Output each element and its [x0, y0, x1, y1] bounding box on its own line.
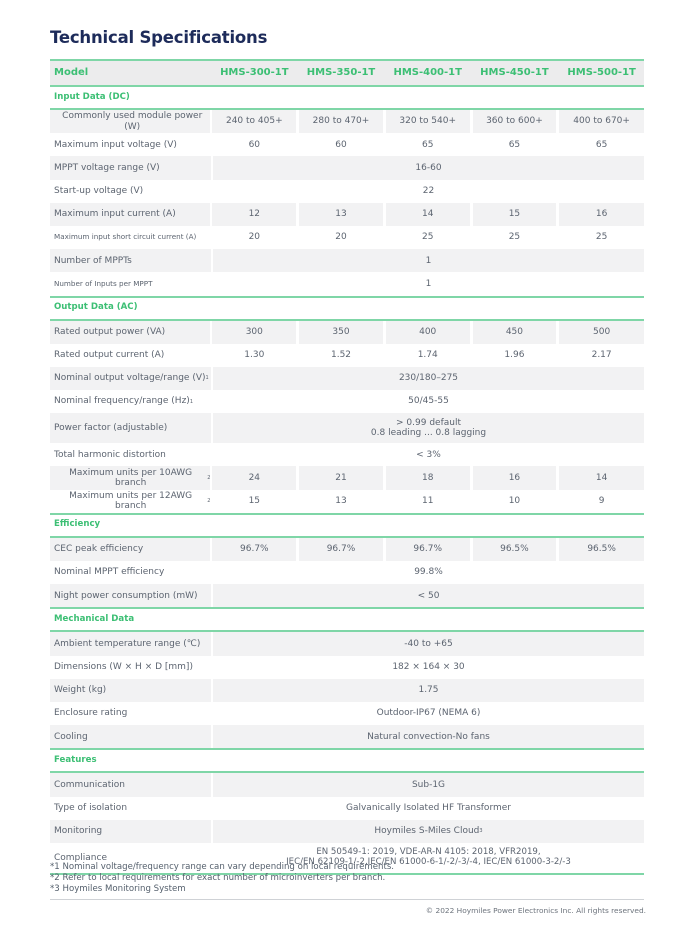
section-output-data — [50, 296, 644, 321]
row-value: -40 to +65 — [213, 632, 644, 655]
section-efficiency — [50, 513, 644, 538]
table-row — [50, 466, 644, 489]
row-value: Galvanically Isolated HF Transformer — [345, 802, 511, 813]
row-value: 14 — [559, 466, 644, 489]
row-value-line: 0.8 leading ... 0.8 lagging — [370, 428, 487, 439]
row-value: 65 — [595, 139, 608, 150]
row-label: Number of Inputs per MPPT — [54, 278, 153, 288]
table-row — [50, 344, 644, 367]
row-label: Number of MPPTs — [50, 249, 211, 272]
row-value: 400 to 670+ — [559, 110, 644, 133]
row-value: 182 × 164 × 30 — [392, 661, 465, 672]
row-value: < 50 — [213, 584, 644, 607]
row-value: Hoymiles S-Miles Cloud 3 — [213, 820, 644, 843]
table-row — [50, 390, 644, 413]
row-value-line: IEC/EN 62109-1/-2,IEC/EN 61000-6-1/-2/-3/-4, IEC/EN 61000-3-2/-3 — [286, 856, 571, 867]
header-model: HMS-350-1T — [306, 67, 376, 79]
row-label: Cooling — [50, 725, 211, 748]
row-label: Type of isolation — [54, 802, 128, 813]
table-row — [50, 656, 644, 679]
row-value: 16 — [559, 203, 644, 226]
row-label: Weight (kg) — [50, 679, 211, 702]
row-value: 1.30 — [244, 350, 265, 361]
row-value-text: Hoymiles S-Miles Cloud — [374, 826, 480, 837]
row-label: Maximum input short circuit current (A) — [54, 232, 197, 242]
section-title: Input Data (DC) — [54, 91, 130, 102]
row-label: Rated output power (VA) — [50, 321, 210, 344]
row-label-text: Nominal output voltage/range (V) — [54, 373, 206, 384]
section-title: Efficiency — [54, 519, 101, 530]
row-value: 15 — [248, 496, 261, 507]
spec-table — [50, 59, 644, 875]
row-label: Nominal MPPT efficiency — [54, 567, 165, 578]
footnotes — [50, 862, 394, 895]
header-model: HMS-500-1T — [567, 67, 636, 79]
row-label: Maximum units per 10AWG branch 2 — [50, 466, 210, 489]
row-value: 13 — [299, 203, 383, 226]
row-label-text: Maximum units per 12AWG branch — [69, 490, 193, 512]
row-label: Monitoring — [50, 820, 211, 843]
footnote: *1 Nominal voltage/frequency range can vary depending on local requirements. — [50, 862, 395, 872]
section-features — [50, 748, 644, 773]
section-title: Output Data (AC) — [54, 302, 138, 313]
row-label: Start-up voltage (V) — [54, 185, 144, 196]
row-value: 10 — [508, 496, 521, 507]
copyright: © 2022 Hoymiles Power Electronics Inc. All rights reserved. — [425, 906, 646, 915]
section-mechanical-data — [50, 607, 644, 632]
header-model: HMS-450-1T — [480, 67, 549, 79]
row-value: 280 to 470+ — [299, 110, 383, 133]
row-label: CEC peak efficiency — [50, 538, 210, 561]
row-value: 11 — [421, 496, 434, 507]
row-value: 96.7% — [299, 538, 383, 561]
row-value: 1 — [213, 249, 644, 272]
row-label: Maximum input current (A) — [50, 203, 210, 226]
table-header — [50, 59, 644, 87]
row-label: Maximum units per 12AWG branch 2 — [50, 490, 210, 513]
row-label: Maximum input voltage (V) — [54, 139, 177, 150]
row-value: Natural convection-No fans — [213, 725, 644, 748]
header-model: HMS-300-1T — [220, 67, 289, 79]
row-label: Compliance — [54, 852, 107, 863]
row-value: 13 — [335, 496, 347, 507]
row-value: 230/180–275 — [213, 367, 644, 390]
row-value: 400 — [386, 321, 470, 344]
row-value: 60 — [335, 139, 347, 150]
row-label: Power factor (adjustable) — [50, 413, 211, 443]
row-value: 18 — [386, 466, 470, 489]
row-value: Outdoor-IP67 (NEMA 6) — [376, 708, 481, 719]
table-row — [50, 679, 644, 702]
table-row — [50, 321, 644, 344]
row-label: Communication — [50, 773, 211, 796]
row-value: 20 — [335, 232, 347, 243]
table-row — [50, 773, 644, 796]
row-value: 9 — [598, 496, 605, 507]
row-label: Total harmonic distortion — [54, 449, 166, 460]
row-value: 300 — [212, 321, 296, 344]
row-value: 96.7% — [212, 538, 296, 561]
table-row — [50, 490, 644, 513]
section-input-data — [50, 87, 644, 110]
row-value: 50/45-55 — [408, 396, 449, 407]
footnote: *3 Hoymiles Monitoring System — [50, 884, 186, 894]
row-value: 20 — [248, 232, 261, 243]
row-value: 65 — [508, 139, 521, 150]
row-value: 25 — [421, 232, 434, 243]
row-value: 320 to 540+ — [386, 110, 470, 133]
row-label: MPPT voltage range (V) — [50, 156, 211, 179]
table-row — [50, 367, 644, 390]
row-value: 96.5% — [559, 538, 644, 561]
row-value: 96.7% — [386, 538, 470, 561]
row-value-line: EN 50549-1: 2019, VDE-AR-N 4105: 2018, VFR2019, — [316, 847, 541, 857]
row-value: 15 — [473, 203, 557, 226]
table-row — [50, 797, 644, 820]
row-value: 350 — [299, 321, 383, 344]
row-value: 500 — [559, 321, 644, 344]
row-value: 240 to 405+ — [212, 110, 296, 133]
row-value: 450 — [473, 321, 557, 344]
footnote: *2 Refer to local requirements for exact number of microinverters per branch. — [50, 873, 386, 883]
row-label: Nominal frequency/range (Hz) 1 — [54, 396, 193, 407]
row-value: 2.17 — [591, 350, 612, 361]
row-value: 1 — [425, 278, 432, 289]
row-value: Sub-1G — [213, 773, 644, 796]
row-value: 16 — [473, 466, 557, 489]
table-row — [50, 110, 644, 133]
row-label: Commonly used module power (W) — [50, 110, 210, 133]
table-row — [50, 561, 644, 584]
table-row — [50, 133, 644, 156]
row-value: 99.8% — [414, 567, 443, 578]
header-model: HMS-400-1T — [393, 67, 462, 79]
row-value: 96.5% — [473, 538, 557, 561]
row-value: 24 — [212, 466, 296, 489]
table-row — [50, 156, 644, 179]
row-value: 16-60 — [213, 156, 644, 179]
row-value: 60 — [248, 139, 261, 150]
row-value: < 3% — [416, 449, 441, 460]
row-value: 1.74 — [417, 350, 438, 361]
row-value: 21 — [299, 466, 383, 489]
section-title: Features — [54, 754, 97, 765]
table-row — [50, 725, 644, 748]
page-title: Technical Specifications — [50, 28, 268, 47]
row-value: 25 — [595, 232, 608, 243]
table-row — [50, 538, 644, 561]
row-value: 1.75 — [213, 679, 644, 702]
table-row — [50, 203, 644, 226]
row-label: Rated output current (A) — [54, 350, 165, 361]
row-value: 1.96 — [504, 350, 525, 361]
table-row — [50, 632, 644, 655]
section-title: Mechanical Data — [54, 613, 135, 624]
row-label: Enclosure rating — [54, 708, 128, 719]
footer-divider — [50, 899, 644, 900]
header-model-label: Model — [54, 67, 89, 79]
table-row — [50, 443, 644, 466]
table-row — [50, 702, 644, 725]
row-label: Nominal output voltage/range (V) 1 — [50, 367, 211, 390]
row-value: 12 — [212, 203, 296, 226]
row-label: Dimensions (W × H × D [mm]) — [54, 661, 193, 672]
table-row — [50, 180, 644, 203]
row-label-text: Maximum units per 10AWG branch — [69, 467, 193, 489]
table-row — [50, 584, 644, 607]
table-row — [50, 820, 644, 843]
row-value: 1.52 — [330, 350, 352, 361]
table-row — [50, 413, 644, 443]
row-value: 14 — [386, 203, 470, 226]
row-value — [213, 413, 644, 443]
table-row — [50, 249, 644, 272]
row-value: 22 — [422, 185, 435, 196]
row-label: Ambient temperature range (℃) — [50, 632, 211, 655]
row-label-text: Nominal frequency/range (Hz) — [54, 396, 190, 407]
row-value-line: > 0.99 default — [396, 417, 461, 428]
row-label: Night power consumption (mW) — [50, 584, 211, 607]
row-value: 65 — [421, 139, 434, 150]
row-value: 25 — [508, 232, 521, 243]
row-value: 360 to 600+ — [473, 110, 557, 133]
table-row — [50, 226, 644, 249]
table-row — [50, 272, 644, 295]
